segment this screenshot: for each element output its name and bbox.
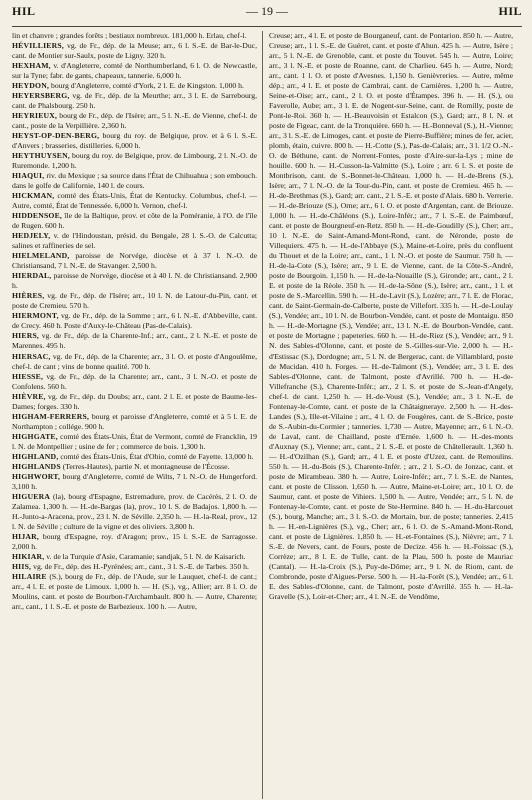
entry-headword: HIÈRES, (12, 291, 45, 301)
entry-text: vg. de Fr., dép. de la Somme ; arr., 6 l. N.-E. d'Abbeville, cant. de Crecy. 460 h. Poste d'Auxy-le-Château (Pas-de-Calais). (12, 311, 258, 331)
entry-text: bourg de Fr., dép. de l'Isère; arr., 5 l. N.-E. de Vienne, chef-l. de cant., poste de la Verpillière. 2,360 h. (12, 111, 257, 131)
entry-headword: HEDJELY, (12, 231, 51, 241)
entry-text: Creuse; arr., 4 l. E. et poste de Bourganeuf, cant. de Pontarion. 850 h. — Autre, Creuse; arr., 1 l. S.-E. de Guéret, cant. et poste d'Ahun. 425 h. — Autre, Isère ; arr., 5 l. N.-E. de Grenoble, cant. et poste du Touvet. 545 h. — Autre, Loire; arr., 3 l. N.-E. et poste de Roanne, cant. de Charlieu. 645 h. — Autre, Nord; arr., cant. 1 l. O. et poste d'Avesnes. 1,150 h. Genièvreries. — Autre, même dép.; arr., 4 l. E. et poste de Cambrai, cant. de Carnières. 1,200 h. — Autre, Seine-et-Oise; arr., cant., 2 l. O. et poste d'Étampes. 396 h. — H. (S.), ou Faverolle, Aube; arr., 3 l. E. de Nogent-sur-Seine, cant. de Romilly, poste de Pont-le-Roi. 360 h. — H.-Beauvoisin et Estalcon (S.), Gard; arr., 8 l. N. et poste de Figeac, cant. de la Tronquière. 660 h. — H.-Bonneval (S.), H.-Vienne; arr., 3 l. S.-E. de Limoges, cant. et poste de Pierre-Buffière; mines de fer, acier, plomb, étain, cuivre. 800 h. — H.-Cotte (S.), Pas-de-Calais; arr., 3 l. 1/2 O.-N.-O. de Béthune, cant. de Norrent-Fontes, poste d'Aire-sur-la-Lys ; mine de houille. 600 h. — H.-Cusson-la-Valmitte (S.), Loire ; arr. 6 l. S. et poste de Montbrison, cant. de S.-Bonnet-le-Château. 1,000 h. — H.-de-Brens (S.), Isère; arr., 7 l. N.-O. de la Tour-du-Pin, cant. et poste de Cremieu. 465 h. — H.-de-Brethmas (S.), Gard; arr. cant., 2 l. S.-E. et poste d'Alais. 680 h. Verrerie. — H.-de-Briouze (S.), Orne; arr., 6 l. O. et poste d'Argentan, cant. de Briouze. 1,000 h. — H.-de-Châléons (S.), Loire-Infér.; arr., 7 l. S.-E. de Paimbœuf, cant. et poste de Bourgneuf-en-Retz. 850 h. — H.-de-Goudilly (S.), Cher; arr., 10 l. N.-E. de Saint-Amand-Mont-Rond, cant. de Néronde, poste de Villequiers. 475 h. — H.-de-l'Abbaye (S.), Maine-et-Loire, près du confluent du Thouet et de la Loire; arr., cant., 1 l. N.-O. et poste de Saumur. 750 h. — H.-de-la-Cote (S.), Isère; arr., 9 l. E. de Vienne, cant. de la Côte-S.-André, poste de Bourgoin. 1,150 h. — H.-de-la-Nouaille (S.), Gironde; arr., cant., 2 l. E. et poste de la Réole. 350 h. — H.-de-la-Sône (S.), Isère; arr., cant., 1 l. et poste de S.-Marcellin. 590 h. — H.-de-Lavit (S.), Lozère; arr., 7 l. E. de Florac, cant. de Saint-Germain-de-Calberte, poste de Villefort. 335 h. — H.-de-Loulay (S.), Vendée; arr., 10 l. N. de Bourbon-Vendée, cant. et poste de Montaigu. 850 h. — H.-de-Mortagne (S.), Vendée; arr., 13 l. N.-E. de Bourbon-Vendée, cant. et poste de Mortagne ; papeteries. 660 h. — H.-de-Riez (S.), Vendée; arr., 9 l. N. des Sables-d'Olonne, cant. et poste de S.-Gilles-sur-Vie. 2,000 h. — H.-d'Estissac (S.), Dordogne; arr., 5 l. N. de Bergerac, cant. de Villamblard, poste de Mucidan. 410 h. Forges. — H.-de-Talmont (S.), Vendée; arr., 3 l. E. des Sables-d'Olonne, cant. de Talmont, poste d'Avrillé. 700 h. — H.-de-Villefranche (S.), Charente-Infér.; arr., 2 l. S. et poste de S.-Jean-d'Angely, chef-l. de cant. 1,250 h. — H.-de-Voust (S.), Vendée; arr., 3 l. N.-E. de Fontenay-le-Comte, cant. et poste de la Châtaigneraye. 2,500 h. — H.-des-Landes (S.), Ille-et-Vilaine ; arr., 4 l. O. de Fougères, cant. de S.-Brice, poste de S.-Aubin-du-Cormier ; tanneries. 1,730 — Autre, Mayenne; arr., 6 l. N.-O. de Laval, cant. de Chailland, poste d'Ernée. 1,600 h. — H.-des-monts d'Auxnay (S.), Vienne; arr., cant., 2 l. S.-E. et poste de Châtellerault. 1,360 h. — H.-d'Ozilhan (S.), Gard; arr., 4 l. E. et poste d'Uzez, cant. de Remoulins. 550 h. — H.-du-Bois (S.), Charente-Infér. ; arr., 2 l. S.-O. de Jonzac, cant. et poste de Mirambeau. 380 h. — Autre, Loire-Infér.; arr., 7 l. S.-E. de Nantes, cant. et poste de Clisson. 1,650 h. — Autre, Maine-et-Loire; arr., 10 l. O. de Saumur, cant. et poste de Vihiers. 1,500 h. — Autre, Vendée; arr., 5 l. N. de Fontenay-le-Comte, cant. et poste de Ste-Hermine. 840 h. — H.-du-Harcouet (S.), bourg, Manche; arr., 3 l. S.-O. de Mortain, bur. de poste; tanneries. 2,415 h. — H.-en-Lignières (S.), vg., Cher; arr., 6 l. O. de S.-Amand-Mont-Rond, cant. et poste de Lignières. 1,850 h. — H.-et-Fontaines (S.), Nièvre; arr., 7 l. S.-E. de Nevers, cant. de Fours, poste de Decize. 456 h. — H.-Foissac (S.), Corrèze; arr., 8 l. E. de Tulle, cant. de la Plau, 500 h. poste de Mauriac (Cantal). — H.-la-Croix (S.), Puy-de-Dôme; arr., 9 l. N. de Riom, cant. de Combronde, poste d'Aigues-Perse. 500 h. — H.-la-Forêt (S.), Vendée; arr., 6 l. E. des Sables-d'Olonne, cant. de Talmont, poste d'Avrillé. 355 h. — H.-la-Gravelle (S.), Loir-et-Cher; arr., 4 l. N.-E. de Vendôme, (269, 31, 513, 601)
entry-headword: HIERS, (12, 331, 40, 341)
entry-text: vg. de Fr., dép. de la Meuse; arr., 6 l. S.-E. de Bar-le-Duc, cant. de Montier sur-Saulx, poste de Ligny. 320 h. (12, 41, 258, 61)
dictionary-entry (12, 492, 257, 532)
entry-text: (S.), bourg de Fr., dép. de l'Aude, sur le Lauquet, chef-l. de cant.; arr., 4 l. E. et poste de Limoux. 1,000 h. — H. (S.), vg., Allier; arr. 8 l. O. de Moulins, cant. et poste de Bourbon-l'Archambault. 800 h. — Autre, Charente; arr., cant., 1 l. S.-E. et poste de Barbezieux. 100 h. — Autre, (12, 571, 258, 611)
entry-text: paroisse de Norvége, diocèse et à 37 l. N.-O. de Christiansand, 7 l. N.-E. de Stavanger. 2,500 h. (12, 251, 257, 271)
page-number: — 19 — (246, 4, 288, 18)
dictionary-entry (12, 372, 257, 392)
entry-text: (la), bourg d'Espagne, Estremadure, prov. de Cacérès, 2 l. O. de Zalamea. 1,300 h. — H.-de-Bargas (la), prov., 10 l. S. de Badajos. 1,800 h. — H.-Junto-a-Aracena, prov., 23 l. N. de Séville. 2,350 h. — H.-la-Real, prov., 12 l. N. de Séville ; culture de la vigne et des oliviers. 3,800 h. (12, 491, 258, 531)
entry-headword: HIKIAR, (12, 551, 45, 561)
entry-headword: HIDDENSOE, (12, 211, 63, 221)
dictionary-entry (12, 462, 257, 472)
entry-text: comté des États-Unis, État de Kentucky. Columbus, chef-l. — Autre, comté, État de Tennessée. 6,000 h. Vernon, chef-l. (12, 191, 258, 211)
dictionary-entry (12, 532, 257, 552)
entry-headword: HIÈVRE, (12, 391, 46, 401)
dictionary-entry (12, 352, 257, 372)
entry-text: bourg du roy. de Belgique, prov. de Limbourg, 2 l. N.-O. de Ruremonde. 1,200 h. (12, 151, 257, 171)
dictionary-entry (12, 211, 257, 231)
entry-text: bourg d'Angleterre, comté de Wilts, 7 l. N.-O. de Hungerford. 3,100 h. (12, 471, 258, 491)
dictionary-entry (12, 31, 257, 41)
dictionary-entry (12, 331, 257, 351)
dictionary-entry (12, 572, 257, 612)
entry-headword: HIJAR, (12, 531, 40, 541)
entry-text: riv. du Mexique ; sa source dans l'État de Chihuahua ; son embouch. dans le golfe de Californie, 140 l. de cours. (12, 171, 257, 191)
entry-text: bourg du roy. de Belgique, prov. et à 6 l. S.-E. d'Anvers ; brasseries, distilleries. 6,000 h. (12, 131, 257, 151)
text-columns (12, 31, 522, 799)
entry-text: vg. de Fr., dép. de la Charente; arr., cant., 3 l. N.-O. et poste de Confolens. 560 h. (12, 371, 257, 391)
dictionary-entry (269, 31, 513, 602)
entry-headword: HIESSE, (12, 371, 44, 381)
dictionary-entry (12, 392, 257, 412)
entry-text: bourg d'Espagne, roy. d'Aragon; prov., 15 l. S.-E. de Sarragosse. 2,000 h. (12, 531, 258, 551)
dictionary-entry (12, 432, 257, 452)
entry-headword: HICKMAN, (12, 191, 55, 201)
entry-headword: HEYST-OP-DEN-BERG, (12, 131, 100, 141)
entry-text: vg. de Fr., dép. de la Meurthe; arr., 3 l. E. de Sarrebourg, cant. de Phalsbourg. 250 h. (12, 91, 257, 111)
entry-headword: HIELMELAND, (12, 251, 70, 261)
entry-text: bourg et paroisse d'Angleterre, comté et à 5 l. E. de Northampton ; collége. 900 h. (12, 411, 258, 431)
entry-headword: HEYTHUYSEN, (12, 151, 70, 161)
entry-text: comté des États-Unis, État d'Ohio, comté de Fayette. 13,000 h. (60, 451, 254, 461)
entry-headword: HIGHAM-FERRERS, (12, 411, 90, 421)
entry-text: v. de la Turquie d'Asie, Caramanie; sandjak, 5 l. N. de Kaisarich. (46, 551, 246, 561)
entry-headword: HIIS, (12, 561, 32, 571)
dictionary-entry (12, 231, 257, 251)
dictionary-entry (12, 171, 257, 191)
entry-headword: HEYRIEUX, (12, 111, 58, 121)
dictionary-entry (12, 251, 257, 271)
dictionary-entry (12, 191, 257, 211)
entry-headword: HIGHLANDS (12, 461, 61, 471)
entry-headword: HEYERSBERG, (12, 91, 70, 101)
header-left-word: HIL (12, 4, 36, 18)
entry-text: vg. de Fr., dép. de l'Isère; arr., 10 l. N. de Latour-du-Pin, cant. et poste de Cremieu. 570 h. (12, 291, 258, 311)
entry-headword: HIERDAL, (12, 271, 52, 281)
dictionary-entry (12, 91, 257, 111)
entry-text: bourg d'Angleterre, comté d'York, 2 l. E. de Kingston. 1,000 h. (51, 81, 244, 91)
dictionary-entry (12, 61, 257, 81)
dictionary-entry (12, 311, 257, 331)
entry-text: île de la Baltique, prov. et côte de la Poméranie, à l'O. de l'île de Rugen. 600 h. (12, 211, 257, 231)
dictionary-entry (12, 41, 257, 61)
entry-headword: HIERMONT, (12, 311, 59, 321)
header-right-word: HIL (498, 4, 522, 18)
dictionary-entry (12, 452, 257, 462)
dictionary-entry (12, 562, 257, 572)
entry-text: lin et chanvre ; grandes forêts ; bestiaux nombreux. 181,000 h. Erlau, chef-l. (12, 31, 247, 40)
dictionary-entry (12, 111, 257, 131)
entry-headword: HEYDON, (12, 81, 50, 91)
dictionary-entry (12, 472, 257, 492)
entry-headword: HIGHLAND, (12, 451, 59, 461)
entry-text: vg. de Fr., dép. des H.-Pyrénées; arr., cant., 3 l. S.-E. de Tarbes. 350 h. (33, 561, 249, 571)
dictionary-entry (12, 291, 257, 311)
right-column (263, 31, 513, 799)
entry-text: vg. de Fr., dép. du Doubs; arr., cant. 2 l. E. et poste de Baume-les-Dames; forges. 330 h. (12, 391, 258, 411)
entry-headword: HILAIRE (12, 571, 47, 581)
entry-headword: HIERSAC, (12, 351, 51, 361)
entry-text: (Terres-Hautes), partie N. et montagneuse de l'Écosse. (62, 461, 230, 471)
dictionary-entry (12, 271, 257, 291)
entry-headword: HÉVILLIERS, (12, 41, 64, 51)
dictionary-entry (12, 412, 257, 432)
left-column (12, 31, 262, 799)
entry-text: v. de l'Hindoustan, présid. du Bengale, 28 l. S.-O. de Calcutta; salines et raffineries de sel. (12, 231, 257, 251)
dictionary-entry (12, 131, 257, 151)
entry-headword: HIGUERA (12, 491, 51, 501)
dictionary-entry (12, 151, 257, 171)
dictionary-entry (12, 552, 257, 562)
entry-headword: HIGHGATE, (12, 431, 58, 441)
entry-text: comté des États-Unis, État de Vermont, comté de Francklin, 19 l. N. de Montpellier ; usine de fer ; commerce de bois. 1,300 h. (12, 431, 257, 451)
entry-headword: HIAQUI, (12, 171, 45, 181)
entry-text: vg. de Fr., dép. de la Charente; arr., 3 l. O. et poste d'Angoulême, chef-l. de cant ; vins de bonne qualité. 700 h. (12, 351, 257, 371)
entry-text: paroisse de Norvége, diocèse et à 40 l. N. de Christiansand. 2,900 h. (12, 271, 258, 291)
page-header (12, 4, 522, 27)
entry-text: v. d'Angleterre, comté de Northumberland, 6 l. O. de Newcastle, sur la Tyne; fabr. de gants, chapeaux, tannerie. 6,000 h. (12, 61, 257, 81)
entry-text: vg. de Fr., dép. de la Charente-Inf.; arr., cant., 2 l. N.-E. et poste de Marennes. 495 h. (12, 331, 257, 351)
entry-headword: HIGHWORT, (12, 471, 61, 481)
entry-headword: HEXHAM, (12, 61, 51, 71)
dictionary-entry (12, 81, 257, 91)
